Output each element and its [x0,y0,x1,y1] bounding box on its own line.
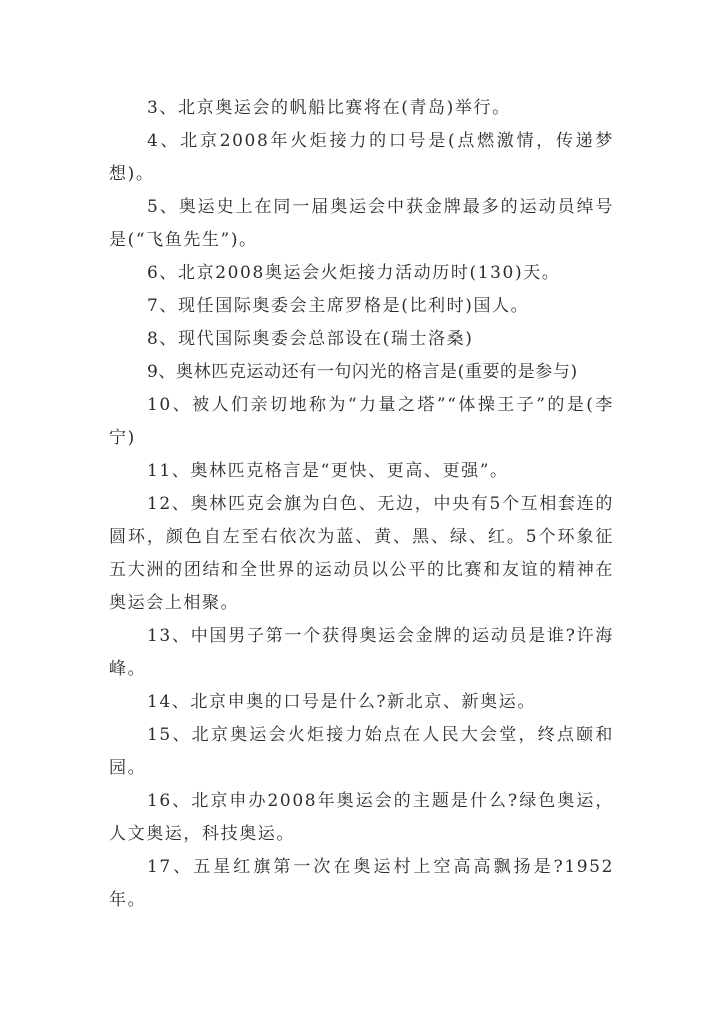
paragraph-q17: 17、五星红旗第一次在奥运村上空高高飘扬是?1952年。 [109,857,614,910]
paragraph-q11: 11、奥林匹克格言是“更快、更高、更强”。 [147,461,509,481]
paragraph-q5: 5、奥运史上在同一届奥运会中获金牌最多的运动员绰号是(“飞鱼先生”)。 [109,197,614,250]
paragraph-q8: 8、现代国际奥委会总部设在(瑞士洛桑) [147,329,474,349]
paragraph-q6: 6、北京2008奥运会火炬接力活动历时(130)天。 [147,263,561,283]
paragraph-q15: 15、北京奥运会火炬接力始点在人民大会堂，终点颐和园。 [109,725,614,778]
paragraph-q7: 7、现任国际奥委会主席罗格是(比利时)国人。 [147,296,530,316]
paragraph-q10: 10、被人们亲切地称为“力量之塔”“体操王子”的是(李宁) [109,395,614,448]
paragraph-q16: 16、北京申办2008年奥运会的主题是什么?绿色奥运，人文奥运，科技奥运。 [109,791,614,844]
paragraph-q9: 9、奥林匹克运动还有一句闪光的格言是(重要的是参与) [147,362,578,382]
paragraph-q4: 4、北京2008年火炬接力的口号是(点燃激情，传递梦想)。 [109,131,614,184]
paragraph-q14: 14、北京申奥的口号是什么?新北京、新奥运。 [147,692,536,712]
paragraph-q3: 3、北京奥运会的帆船比赛将在(青岛)举行。 [147,98,511,118]
document-body [109,92,614,917]
paragraph-q13: 13、中国男子第一个获得奥运会金牌的运动员是谁?许海峰。 [109,626,614,679]
paragraph-q12: 12、奥林匹克会旗为白色、无边，中央有5个互相套连的圆环，颜色自左至右依次为蓝、黄、黑、绿、红。5个环象征五大洲的团结和全世界的运动员以公平的比赛和友谊的精神在奥运会上相聚。 [109,494,614,613]
